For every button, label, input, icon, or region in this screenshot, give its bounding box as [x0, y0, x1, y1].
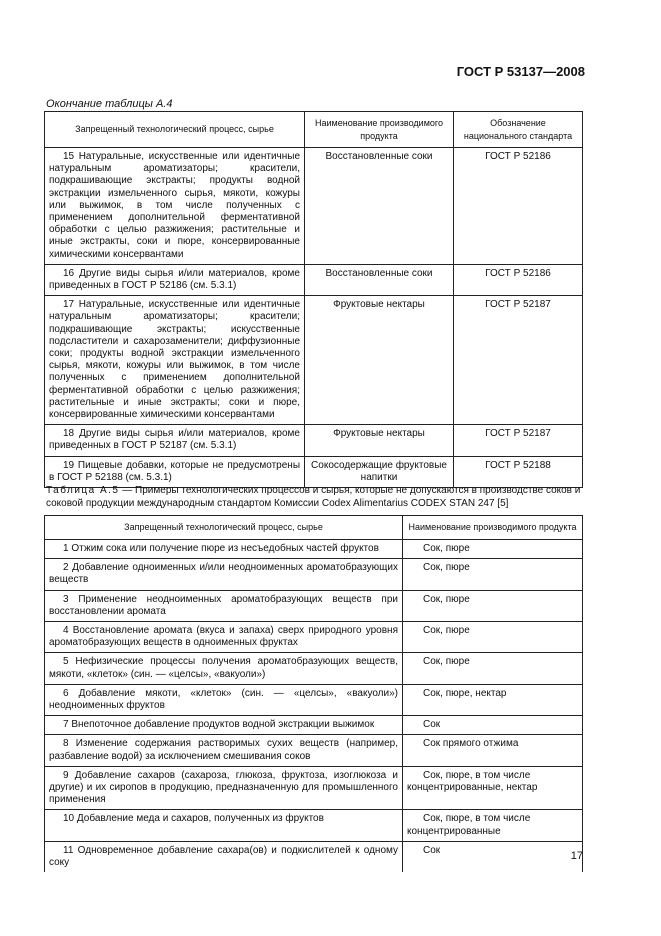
product-text: Сок, пюре [423, 543, 470, 554]
product-cell: Сокосодержащие фруктовые напитки [305, 456, 454, 487]
process-text: Пищевые добавки, которые не предусмотрены в ГОСТ Р 52188 (см. 5.3.1) [49, 459, 301, 483]
table-a5-caption [46, 484, 586, 510]
product-text: Сок, пюре, нектар [423, 687, 507, 699]
process-text: Другие виды сырья и/или материалов, кроме приведенных в ГОСТ Р 52187 (см. 5.3.1) [49, 428, 300, 452]
row-number: 4 [63, 625, 69, 637]
process-cell [45, 735, 403, 766]
process-text: Отжим сока или получение пюре из несъедобных частей фруктов [71, 543, 379, 554]
process-cell [45, 456, 305, 487]
row-number: 18 [63, 428, 75, 440]
product-cell [403, 559, 583, 590]
table-row [45, 264, 583, 295]
product-cell [403, 622, 583, 653]
column-header-product: Наименование производимого продукта [305, 112, 454, 148]
process-cell [45, 540, 403, 559]
process-text: Изменение содержания растворимых сухих веществ (например, разбавление водой) за исключением смешивания соков [49, 738, 398, 762]
process-text: Нефизические процессы получения ароматобразующих веществ, мякоти, «клеток» (син. — «целсы», «вакуоли») [49, 656, 399, 680]
page-number: 17 [570, 850, 583, 862]
product-cell [403, 841, 583, 872]
product-cell: Фруктовые нектары [305, 425, 454, 456]
table-a5-title: — Примеры технологических процессов и сырья, которые не допускаются в производстве соков и соковой продукции международным стандартом Комиссии Codex Alimentarius CODEX STAN 247 [5] [46, 485, 581, 509]
product-cell [403, 590, 583, 621]
table-row [45, 559, 583, 590]
product-cell [403, 540, 583, 559]
process-cell [45, 684, 403, 715]
table-a4-caption: Окончание таблицы А.4 [46, 98, 173, 110]
process-cell [45, 841, 403, 872]
product-cell [403, 735, 583, 766]
product-text: Сок, пюре, в том числе концентрированные [407, 813, 531, 837]
product-text: Сок [423, 719, 441, 731]
row-number: 6 [63, 687, 69, 699]
process-text: Добавление меда и сахаров, полученных из фруктов [76, 813, 324, 825]
table-row [45, 540, 583, 559]
product-cell [403, 653, 583, 684]
product-cell [403, 716, 583, 735]
row-number: 3 [63, 593, 69, 605]
table-row [45, 766, 583, 810]
process-cell [45, 810, 403, 841]
row-number: 15 [63, 151, 75, 162]
row-number: 8 [63, 738, 69, 750]
product-text: Сок, пюре [423, 656, 470, 668]
column-header-standard: Обозначение национального стандарта [454, 112, 583, 148]
product-cell [403, 684, 583, 715]
product-text: Сок, пюре [423, 625, 470, 637]
row-number: 2 [63, 562, 69, 574]
process-text: Добавление мякоти, «клеток» (син. — «целсы», «вакуоли») неодноименных фруктов [49, 687, 398, 712]
process-cell [45, 716, 403, 735]
column-header-product: Наименование производимого продукта [403, 516, 583, 540]
process-cell [45, 559, 403, 590]
process-cell [45, 296, 305, 425]
row-number: 11 [63, 844, 74, 856]
product-cell: Восстановленные соки [305, 148, 454, 265]
table-a4 [44, 111, 583, 488]
table-a5 [44, 515, 583, 872]
process-cell [45, 264, 305, 295]
product-cell: Фруктовые нектары [305, 296, 454, 425]
process-text: Одновременное добавление сахара(ов) и подкислителей к одному соку [49, 844, 398, 869]
table-row [45, 716, 583, 735]
row-number: 16 [63, 267, 75, 279]
row-number: 9 [63, 769, 69, 781]
product-cell: Восстановленные соки [305, 264, 454, 295]
process-cell [45, 148, 305, 265]
table-row [45, 456, 583, 487]
process-cell [45, 622, 403, 653]
row-number: 10 [63, 813, 75, 825]
row-number: 1 [63, 543, 69, 554]
process-cell [45, 425, 305, 456]
table-row [45, 653, 583, 684]
process-text: Добавление одноименных и/или неодноименных ароматобразующих веществ [49, 562, 399, 586]
row-number: 19 [63, 459, 75, 471]
table-row [45, 622, 583, 653]
column-header-process: Запрещенный технологический процесс, сырье [45, 112, 305, 148]
standard-cell: ГОСТ Р 52186 [454, 264, 583, 295]
table-row [45, 735, 583, 766]
process-text: Восстановление аромата (вкуса и запаха) сверх природного уровня ароматобразующих веществ в одноименных фруктах [49, 625, 398, 649]
table-row [45, 148, 583, 265]
product-cell [403, 766, 583, 810]
process-text: Внепоточное добавление продуктов водной экстракции выжимок [71, 719, 375, 731]
process-text: Применение неодноименных ароматобразующих веществ при восстановлении аромата [49, 593, 398, 617]
table-row [45, 296, 583, 425]
document-header: ГОСТ Р 53137—2008 [456, 64, 585, 79]
process-cell [45, 766, 403, 810]
row-number: 17 [63, 299, 75, 311]
process-text: Другие виды сырья и/или материалов, кроме приведенных в ГОСТ Р 52186 (см. 5.3.1) [49, 267, 300, 292]
process-text: Натуральные, искусственные или идентичные натуральным ароматизаторы; красители, подкрашивающие экстракты; продукты водной экстракции измельченного сырья, мякоти, кожуры или выжимок, в том числе полученных с применением дополнительной ферментативной обработки с целью разжижения; растительные и иные экстракты, соки и пюре, консервированные химическими консервантами [49, 151, 301, 260]
table-row [45, 590, 583, 621]
standard-cell: ГОСТ Р 52187 [454, 425, 583, 456]
table-row [45, 810, 583, 841]
row-number: 7 [63, 719, 69, 731]
process-cell [45, 590, 403, 621]
product-text: Сок, пюре, в том числе концентрированные, нектар [407, 769, 538, 794]
table-a5-label: Таблица А.5 [46, 485, 120, 496]
row-number: 5 [63, 656, 69, 668]
product-text: Сок, пюре [423, 562, 470, 574]
process-cell [45, 653, 403, 684]
product-text: Сок [423, 844, 441, 856]
product-text: Сок прямого отжима [423, 738, 519, 750]
standard-cell: ГОСТ Р 52186 [454, 148, 583, 265]
table-row [45, 841, 583, 872]
standard-cell: ГОСТ Р 52188 [454, 456, 583, 487]
table-row [45, 684, 583, 715]
process-text: Добавление сахаров (сахароза, глюкоза, фруктоза, изоглюкоза и другие) и их сиропов в продукцию, предназначенную для промышленного применения [49, 769, 398, 806]
process-text: Натуральные, искусственные или идентичные натуральным ароматизаторы; красители; подкрашивающие экстракты; искусственные подсластители и сахарозаменители; диффузионные соки; продукты водной экстракции измельченного сырья, мякоти, кожуры или выжимок, в том числе полученных с применением дополнительной ферментативной обработки с целью разжижения; растительные и иные экстракты; соки и пюре, консервированные химическими консервантами [49, 299, 301, 421]
product-text: Сок, пюре [423, 593, 470, 605]
column-header-process: Запрещенный технологический процесс, сырье [45, 516, 403, 540]
product-cell [403, 810, 583, 841]
standard-cell: ГОСТ Р 52187 [454, 296, 583, 425]
table-row [45, 425, 583, 456]
